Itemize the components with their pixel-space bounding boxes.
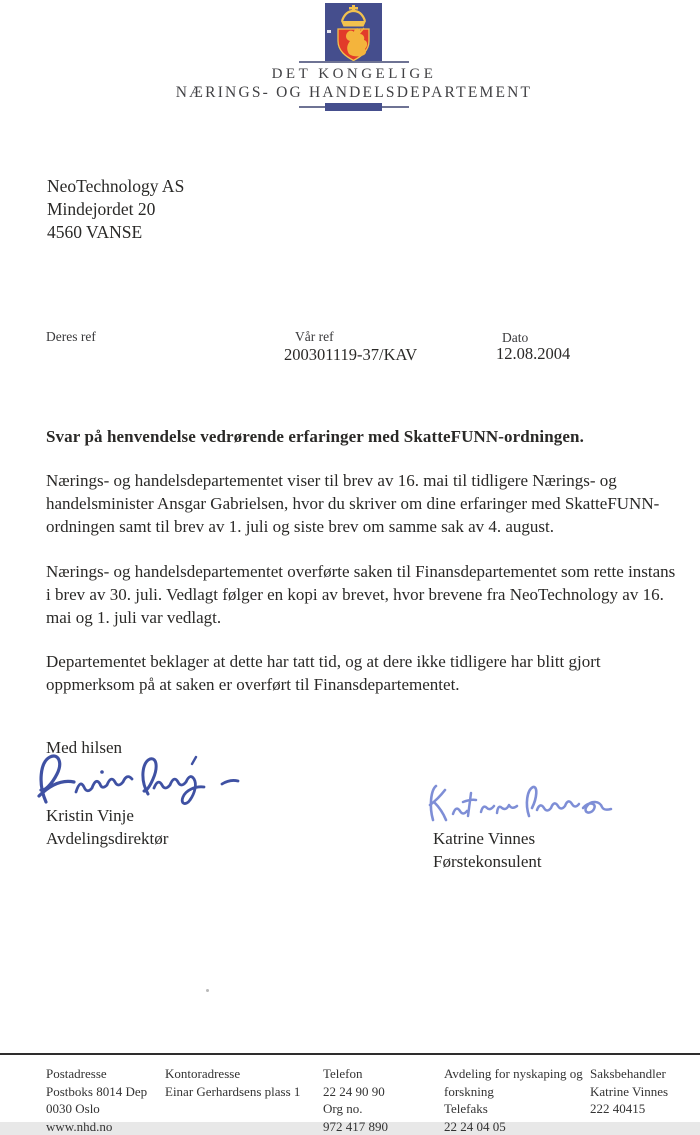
masthead-bottom-bar xyxy=(325,103,382,111)
signer-name: Kristin Vinje xyxy=(46,805,134,827)
var-ref-value: 200301119-37/KAV xyxy=(284,345,417,365)
deres-ref-label: Deres ref xyxy=(46,329,96,345)
masthead-divider-top xyxy=(299,61,409,63)
recipient-postal: 4560 VANSE xyxy=(47,221,184,244)
body-paragraph: Nærings- og handelsdepartementet overførte saken til Finansdepartementet som rette instans i brev av 30. juli. Vedlagt følger en kopi av brevet, hvor brevene fra NeoTechnology av 16. mai og 1. juli var vedlagt. xyxy=(46,560,679,629)
footer-department-fax: Avdeling for nyskaping og forskning Telefaks 22 24 04 05 xyxy=(444,1065,594,1135)
footer-postal-address: Postadresse Postboks 8014 Dep 0030 Oslo www.nhd.no xyxy=(46,1065,147,1135)
dato-label: Dato xyxy=(502,330,528,346)
recipient-street: Mindejordet 20 xyxy=(47,198,184,221)
subject-line: Svar på henvendelse vedrørende erfaringer med SkatteFUNN-ordningen. xyxy=(46,427,679,447)
coat-of-arms-icon xyxy=(325,3,382,62)
crown-band xyxy=(341,21,366,27)
scan-artifact xyxy=(327,30,331,33)
footer-divider xyxy=(0,1053,700,1055)
var-ref-label: Vår ref xyxy=(295,329,334,345)
ministry-name-line1: DET KONGELIGE xyxy=(150,66,558,83)
coat-of-arms-svg xyxy=(325,3,382,62)
footer-office-address: Kontoradresse Einar Gerhardsens plass 1 xyxy=(165,1065,300,1100)
footer-caseworker: Saksbehandler Katrine Vinnes 222 40415 xyxy=(590,1065,668,1118)
signer-name: Katrine Vinnes xyxy=(433,828,535,850)
signature-handwriting-katrine-vinnes xyxy=(425,780,625,830)
footer-phone-org: Telefon 22 24 90 90 Org no. 972 417 890 xyxy=(323,1065,388,1135)
ministry-name-line2: NÆRINGS- OG HANDELSDEPARTEMENT xyxy=(150,84,558,102)
recipient-name: NeoTechnology AS xyxy=(47,175,184,198)
scan-speck xyxy=(206,989,209,992)
dato-value: 12.08.2004 xyxy=(496,344,570,364)
signer-title: Avdelingsdirektør xyxy=(46,828,168,850)
recipient-address-block xyxy=(47,175,184,244)
signer-title: Førstekonsulent xyxy=(433,851,542,873)
body-paragraph: Departementet beklager at dette har tatt tid, og at dere ikke tidligere har blitt gjort oppmerksom på at saken er overført til Finansdepartementet. xyxy=(46,650,679,696)
body-paragraph: Nærings- og handelsdepartementet viser til brev av 16. mai til tidligere Nærings- og handelsminister Ansgar Gabrielsen, hvor du skriver om dine erfaringer med SkatteFUNN-ordningen samt til brev av 1. juli og siste brev om samme sak av 4. august. xyxy=(46,469,679,538)
website-url: www.nhd.no xyxy=(46,1118,147,1135)
closing-salutation: Med hilsen xyxy=(46,738,122,758)
